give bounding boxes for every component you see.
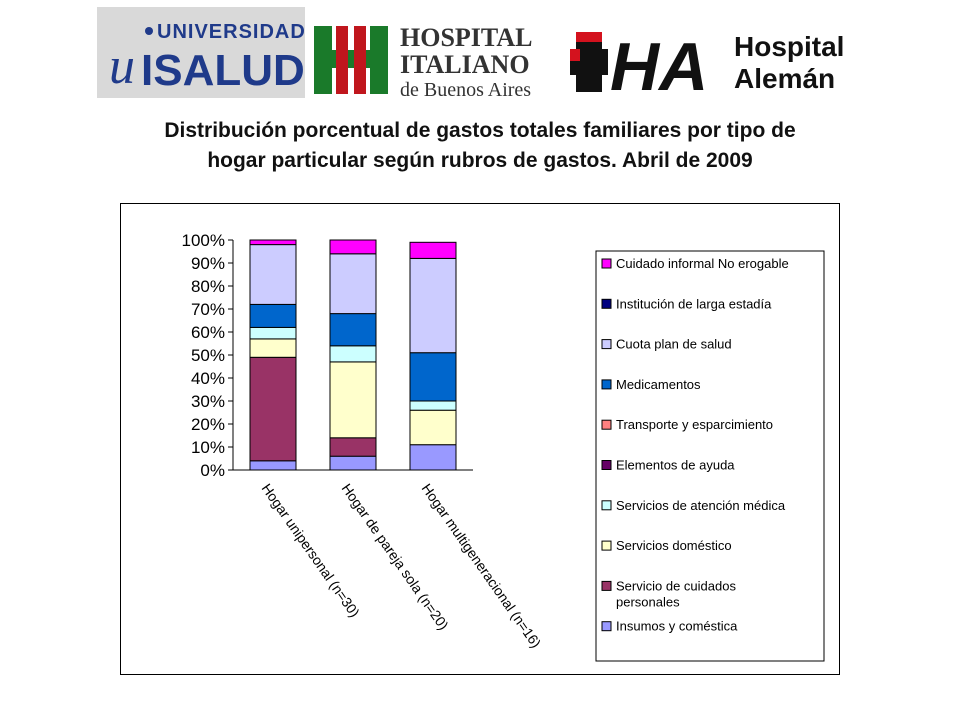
bar-segment bbox=[330, 346, 376, 362]
y-tick-label: 10% bbox=[190, 438, 225, 457]
isalud-mark: u bbox=[109, 38, 135, 95]
legend-label: Medicamentos bbox=[616, 376, 701, 392]
aleman-mark: HA bbox=[610, 29, 709, 96]
title-line-1: Distribución porcentual de gastos totales familiares por tipo de bbox=[164, 119, 796, 142]
bar-segment bbox=[410, 353, 456, 401]
y-tick-label: 0% bbox=[200, 461, 225, 480]
x-tick-label: Hogar multigeneracional (n=16) bbox=[418, 480, 545, 651]
legend-swatch bbox=[602, 501, 611, 510]
bar-segment bbox=[250, 339, 296, 357]
slide-title bbox=[40, 116, 920, 176]
x-tick-label: Hogar unipersonal (n=30) bbox=[258, 480, 363, 621]
legend-label: Cuidado informal No erogable bbox=[616, 256, 789, 271]
aleman-line2: Alemán bbox=[734, 63, 836, 94]
y-tick-label: 40% bbox=[190, 369, 225, 388]
hospital-italiano-logo bbox=[312, 20, 552, 100]
y-tick-label: 50% bbox=[190, 346, 225, 365]
bar-segment bbox=[330, 456, 376, 470]
legend-label: Institución de larga estadía bbox=[616, 296, 772, 312]
chart-frame bbox=[120, 203, 840, 675]
legend-swatch bbox=[602, 461, 611, 470]
isalud-line2: ISALUD bbox=[141, 46, 305, 95]
bar-segment bbox=[250, 327, 296, 339]
legend-swatch bbox=[602, 259, 611, 268]
bar-segment bbox=[410, 258, 456, 352]
bar-segment bbox=[330, 314, 376, 346]
bar-segment bbox=[250, 357, 296, 461]
bar-segment bbox=[250, 461, 296, 470]
bar-segment bbox=[330, 254, 376, 314]
isalud-line1: UNIVERSIDAD bbox=[157, 21, 305, 43]
legend-swatch bbox=[602, 340, 611, 349]
y-tick-label: 80% bbox=[190, 277, 225, 296]
bar-segment bbox=[410, 410, 456, 445]
legend-label: Elementos de ayuda bbox=[616, 457, 735, 473]
legend-swatch bbox=[602, 299, 611, 308]
hospital-aleman-logo bbox=[570, 24, 870, 96]
title-line-2: hogar particular según rubros de gastos. Abril de 2009 bbox=[207, 149, 753, 172]
aleman-cross-icon bbox=[570, 32, 608, 92]
legend-label: Servicios de atención médica bbox=[616, 497, 786, 513]
isalud-logo bbox=[97, 7, 305, 98]
bar-segment bbox=[250, 240, 296, 245]
legend-swatch bbox=[602, 581, 611, 590]
bar-segment bbox=[250, 245, 296, 305]
stacked-bar-chart bbox=[121, 204, 839, 674]
bar-segment bbox=[410, 445, 456, 470]
aleman-line1: Hospital bbox=[734, 31, 845, 62]
bar-segment bbox=[410, 242, 456, 258]
y-tick-label: 100% bbox=[181, 231, 225, 250]
y-tick-label: 90% bbox=[190, 254, 225, 273]
legend-label: Cuota plan de salud bbox=[616, 336, 732, 352]
y-tick-label: 70% bbox=[190, 300, 225, 319]
italiano-cross-icon bbox=[314, 26, 388, 94]
y-tick-label: 30% bbox=[190, 392, 225, 411]
bar-segment bbox=[250, 304, 296, 327]
bar-segment bbox=[330, 438, 376, 456]
italiano-line1: HOSPITAL bbox=[400, 23, 533, 52]
legend-label: Insumos y coméstica bbox=[616, 618, 738, 634]
bar-segment bbox=[410, 401, 456, 410]
y-tick-label: 20% bbox=[190, 415, 225, 434]
italiano-line3: de Buenos Aires bbox=[400, 79, 532, 100]
bar-segment bbox=[330, 240, 376, 254]
legend-swatch bbox=[602, 622, 611, 631]
x-tick-label: Hogar de pareja sola (n=20) bbox=[338, 480, 452, 633]
legend-swatch bbox=[602, 380, 611, 389]
legend-label: Servicio de cuidados personales bbox=[616, 578, 736, 610]
legend-label: Transporte y esparcimiento bbox=[616, 417, 774, 433]
y-tick-label: 60% bbox=[190, 323, 225, 342]
legend-swatch bbox=[602, 541, 611, 550]
italiano-line2: ITALIANO bbox=[400, 50, 530, 79]
legend-label: Servicios doméstico bbox=[616, 538, 732, 554]
legend-swatch bbox=[602, 420, 611, 429]
bar-segment bbox=[330, 362, 376, 438]
